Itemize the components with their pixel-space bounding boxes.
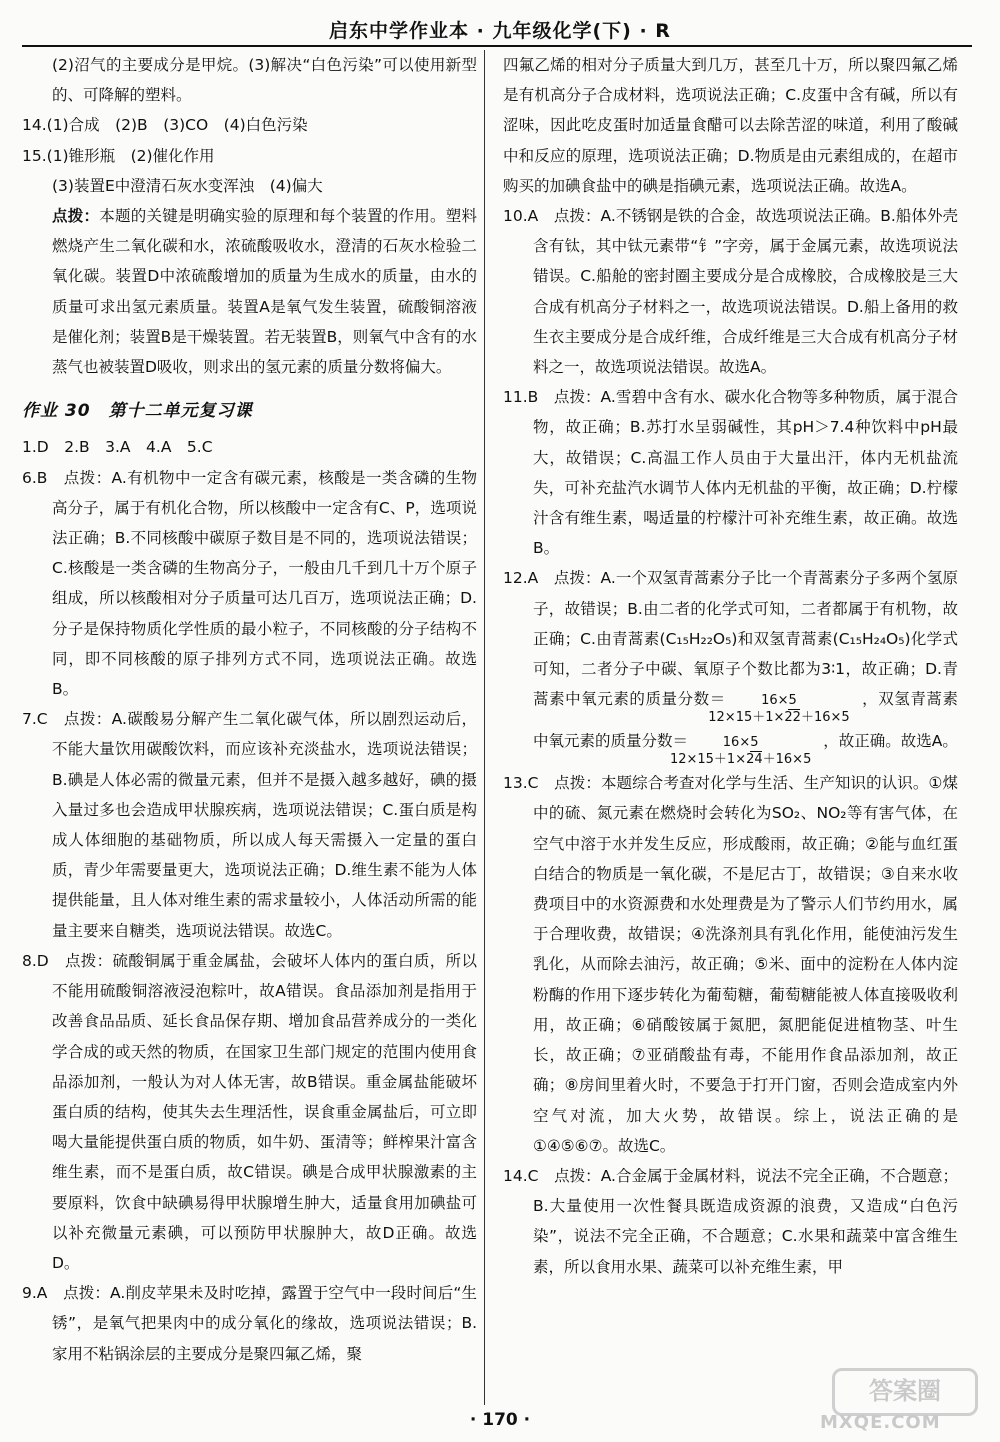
answer-15-tip-text: 本题的关键是明确实验的原理和每个装置的作用。塑料燃烧产生二氧化碳和水，浓硫酸吸收水，澄清的石灰水检验二氧化碳。装置D中浓硫酸增加的质量为生成水的质量，由水的质量可求出氢元素质量。装置A是氧气发生装置，硫酸铜溶液是催化剂；装置B是干燥装置。若无装置B，则氧气中含有的水蒸气也被装置D吸收，则求出的氢元素的质量分数将偏大。 <box>52 207 477 377</box>
column-divider <box>484 50 485 1405</box>
answer-14: 14.(1)合成 (2)B (3)CO (4)白色污染 <box>22 116 308 135</box>
answer-15-3: (3)装置E中澄清石灰水变浑浊 (4)偏大 <box>52 176 323 195</box>
answer-6: 6.B 点拨：A.有机物中一定含有碳元素，核酸是一类含磷的生物高分子，属于有机化合物，所以核酸中一定含有C、P，选项说法正确；B.不同核酸中碳原子数目是不同的，选项说法错误；C.核酸是一类含磷的生物高分子，一般由几千到几十万个原子组成，所以核酸相对分子质量可达几百万，选项说法正确；D.分子是保持物质化学性质的最小粒子，不同核酸的分子结构不同，即不同核酸的原子排列方式不同，选项说法正确。故选B。 <box>22 468 477 699</box>
answer-12-text-a: 12.A 点拨：A.一个双氢青蒿素分子比一个青蒿素分子多两个氢原子，故错误；B.由二者的化学式可知，二者都属于有机物，故正确；C.由青蒿素(C₁₅H₂₂O₅)和双氢青蒿素(C₁₅H₂₄O₅)化学式可知，二者分子中碳、氧原子个数比都为3∶1，故正确；D.青蒿素中氧元素的质量分数＝ <box>503 569 958 709</box>
section-title: 作业 30 第十二单元复习课 <box>22 401 253 422</box>
answer-12 <box>503 563 958 768</box>
answer-13: 13.C 点拨：本题综合考查对化学与生活、生产知识的认识。①煤中的硫、氮元素在燃烧时会转化为SO₂、NO₂等有害气体，在空气中溶于水并发生反应，形成酸雨，故正确；②能与血红蛋白结合的物质是一氧化碳，不是尼古丁，故错误；③自来水收费项目中的水资源费和水处理费是为了警示人们节约用水，属于合理收费，故错误；④洗涤剂具有乳化作用，能使油污发生乳化，从而除去油污，故正确；⑤米、面中的淀粉在人体内淀粉酶的作用下逐步转化为葡萄糖，葡萄糖能被人体直接吸收利用，故正确；⑥硝酸铵属于氮肥，氮肥能促进植物茎、叶生长，故正确；⑦亚硝酸盐有毒，不能用作食品添加剂，故正确；⑧房间里着火时，不要急于打开门窗，否则会造成室内外空气对流，加大火势，故错误。综上，说法正确的是①④⑤⑥⑦。故选C。 <box>503 774 958 1155</box>
fraction-2-denominator: 12×15＋1×24＋16×5 <box>669 752 812 768</box>
watermark-logo: 答案圈 <box>832 1368 978 1416</box>
header-title: 启东中学作业本 · 九年级化学(下) · R <box>329 20 671 42</box>
answer-15-tip <box>22 201 477 382</box>
fraction-1-denominator: 12×15＋1×22＋16×5 <box>708 710 850 726</box>
header-rule <box>22 45 972 47</box>
fraction-2 <box>669 735 814 768</box>
page-number: · 170 · <box>469 1410 531 1430</box>
right-column <box>503 50 958 1282</box>
fraction-2-numerator: 16×5 <box>750 735 762 752</box>
fraction-1-numerator: 16×5 <box>788 693 800 710</box>
answer-9: 9.A 点拨：A.削皮苹果未及时吃掉，露置于空气中一段时间后“生锈”，是氧气把果肉中的成分氧化的缘故，选项说法错误；B.家用不粘锅涂层的主要成分是聚四氟乙烯，聚 <box>22 1284 477 1363</box>
answer-8: 8.D 点拨：硫酸铜属于重金属盐，会破坏人体内的蛋白质，所以不能用硫酸铜溶液浸泡粽叶，故A错误。食品添加剂是指用于改善食品品质、延长食品保存期、增加食品营养成分的一类化学合成的或天然的物质，在国家卫生部门规定的范围内使用食品添加剂，一般认为对人体无害，故B错误。重金属盐能破坏蛋白质的结构，使其失去生理活性，误食重金属盐后，可立即喝大量能提供蛋白质的物质，如牛奶、蛋清等；鲜榨果汁富含维生素，而不是蛋白质，故C错误。碘是合成甲状腺激素的主要原料，饮食中缺碘易得甲状腺增生肿大，适量食用加碘盐可以补充微量元素碘，可以预防甲状腺肿大，故D正确。故选D。 <box>22 951 477 1272</box>
answer-10: 10.A 点拨：A.不锈钢是铁的合金，故选项说法正确。B.船体外壳含有钛，其中钛元素带“钅”字旁，属于金属元素，故选项说法错误。C.船舱的密封圈主要成分是合成橡胶，合成橡胶是三大合成有机高分子材料之一，故选项说法错误。D.船上备用的救生衣主要成分是合成纤维，合成纤维是三大合成有机高分子材料之一，故选项说法错误。故选A。 <box>503 207 958 377</box>
answer-12-text-c: ，故正确。故选A。 <box>823 732 958 751</box>
tip-label: 点拨： <box>52 207 100 226</box>
fraction-1 <box>708 693 852 726</box>
page-header <box>0 8 1000 48</box>
answer-9-continued: 四氟乙烯的相对分子质量大到几万，甚至几十万，所以聚四氟乙烯是有机高分子合成材料，选项说法正确；C.皮蛋中含有碱，所以有涩味，因此吃皮蛋时加适量食醋可以去除苦涩的味道，利用了酸碱中和反应的原理，选项说法正确；D.物质是由元素组成的，在超市购买的加碘食盐中的碘是指碘元素，选项说法正确。故选A。 <box>503 56 958 195</box>
answer-12-text-b: ，双氢青蒿素中氧元素的质量分数＝ <box>533 690 958 751</box>
watermark-site: MXQE.COM <box>820 1412 941 1433</box>
answer-7: 7.C 点拨：A.碳酸易分解产生二氧化碳气体，所以剧烈运动后，不能大量饮用碳酸饮料，而应该补充淡盐水，选项说法错误；B.碘是人体必需的微量元素，但并不是摄入越多越好，碘的摄入量过多也会造成甲状腺疾病，选项说法错误；C.蛋白质是构成人体细胞的基础物质，所以成人每天需摄入一定量的蛋白质，青少年需要量更大，选项说法正确；D.维生素不能为人体提供能量，且人体对维生素的需求量较小，人体活动所需的能量主要来自糖类，选项说法错误。故选C。 <box>22 710 477 940</box>
watermark <box>812 1368 992 1436</box>
answer-11: 11.B 点拨：A.雪碧中含有水、碳水化合物等多种物质，属于混合物，故正确；B.苏打水呈弱碱性，其pH＞7.4种饮料中pH最大，故错误；C.高温工作人员由于大量出汗，体内无机盐流失，可补充盐汽水调节人体内无机盐的平衡，故正确；D.柠檬汁含有维生素，喝适量的柠檬汁可补充维生素，故正确。故选B。 <box>503 388 958 558</box>
answer-14-unit12: 14.C 点拨：A.合金属于金属材料，说法不完全正确，不合题意；B.大量使用一次性餐具既造成资源的浪费，又造成“白色污染”，说法不完全正确，不合题意；C.水果和蔬菜中富含维生素，所以食用水果、蔬菜可以补充维生素，甲 <box>503 1166 958 1276</box>
answer-13-2: (2)沼气的主要成分是甲烷。(3)解决“白色污染”可以使用新型的、可降解的塑料。 <box>52 56 477 105</box>
left-column <box>22 50 477 1369</box>
answer-15: 15.(1)锥形瓶 (2)催化作用 <box>22 146 215 165</box>
answers-1-5: 1.D 2.B 3.A 4.A 5.C <box>22 438 213 457</box>
